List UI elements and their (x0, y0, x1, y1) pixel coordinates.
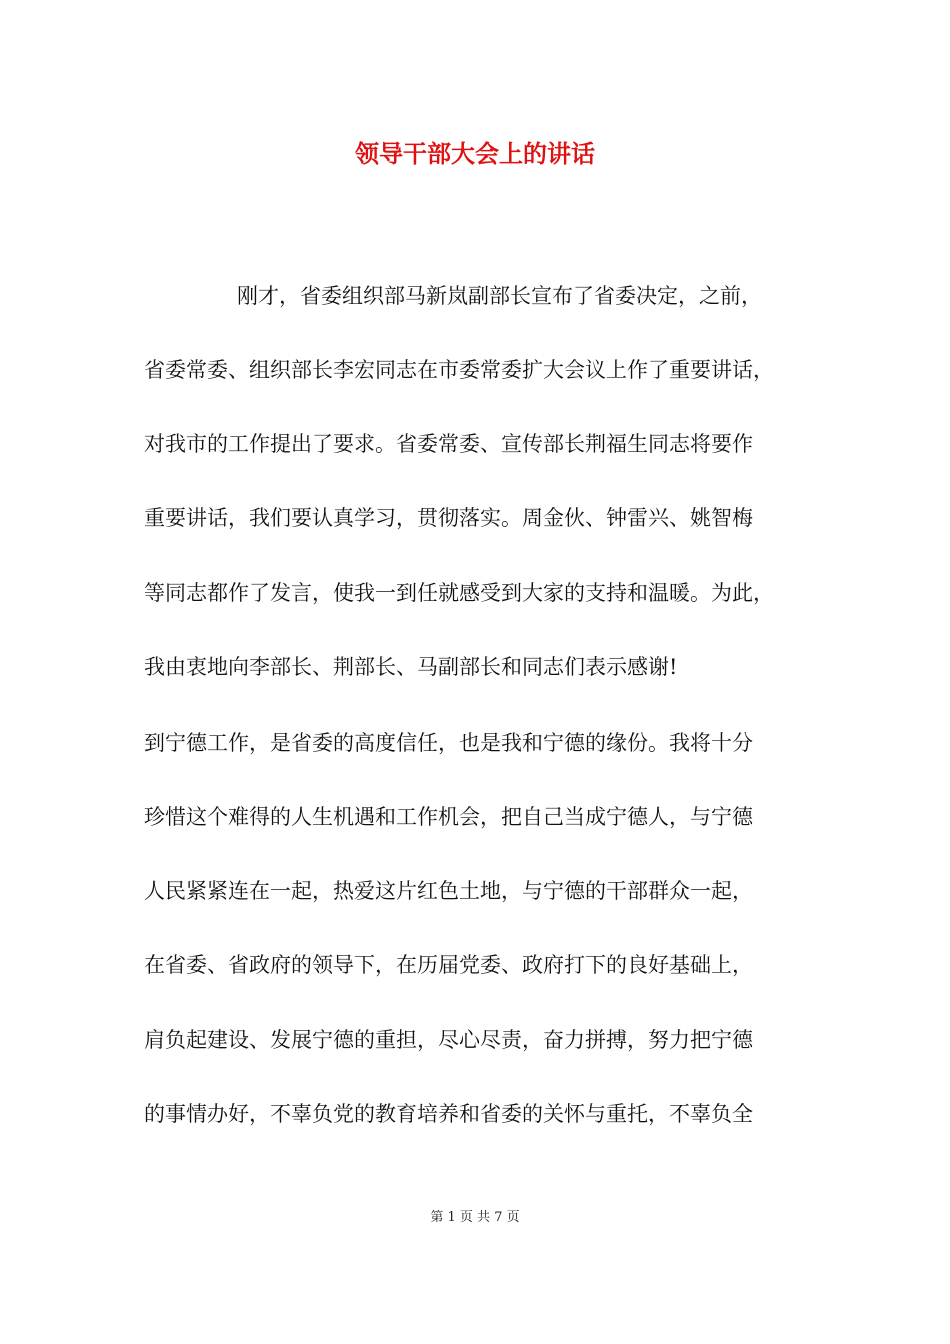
body-text-line: 省委常委、组织部长李宏同志在市委常委扩大会议上作了重要讲话， (144, 358, 774, 382)
body-text-line: 到宁德工作，是省委的高度信任，也是我和宁德的缘份。我将十分 (144, 731, 753, 755)
body-text-line: 的事情办好，不辜负党的教育培养和省委的关怀与重托，不辜负全 (144, 1102, 753, 1126)
body-text-line: 我由衷地向李部长、荆部长、马副部长和同志们表示感谢! (144, 655, 678, 679)
body-text-line: 珍惜这个难得的人生机遇和工作机会，把自己当成宁德人，与宁德 (144, 805, 753, 829)
body-text-line: 等同志都作了发言，使我一到任就感受到大家的支持和温暖。为此， (144, 581, 774, 605)
body-text-line: 在省委、省政府的领导下，在历届党委、政府打下的良好基础上， (144, 953, 753, 977)
body-text-line: 刚才，省委组织部马新岚副部长宣布了省委决定，之前， (237, 284, 762, 308)
body-text-line: 对我市的工作提出了要求。省委常委、宣传部长荆福生同志将要作 (144, 432, 753, 456)
document-title: 领导干部大会上的讲话 (355, 139, 595, 168)
body-text-line: 人民紧紧连在一起，热爱这片红色土地，与宁德的干部群众一起， (144, 879, 753, 903)
body-text-line: 肩负起建设、发展宁德的重担，尽心尽责，奋力拼搏，努力把宁德 (144, 1028, 753, 1052)
body-text-line: 重要讲话，我们要认真学习，贯彻落实。周金伙、钟雷兴、姚智梅 (144, 506, 753, 530)
page-number: 第 1 页 共 7 页 (430, 1210, 520, 1225)
